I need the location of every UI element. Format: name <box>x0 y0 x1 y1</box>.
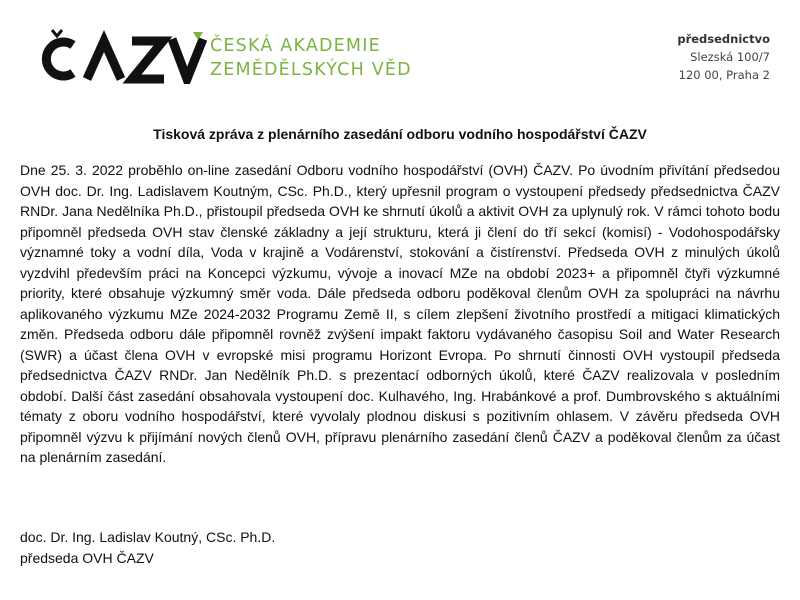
signature-block <box>20 527 275 568</box>
address-city: 120 00, Praha 2 <box>678 68 770 82</box>
address-org: předsednictvo <box>677 32 770 46</box>
document-body: Dne 25. 3. 2022 proběhlo on-line zasedání Odboru vodního hospodářství (OVH) ČAZV. Po úvodním přivítání předsedou OVH doc. Dr. Ing. Ladislavem Koutným, CSc. Ph.D., který upřesnil program o vystoupení předsedy předsednictva ČAZV RNDr. Jana Nedělníka Ph.D., přistoupil předseda OVH ke shrnutí úkolů a aktivit OVH za uplynulý rok. V rámci tohoto bodu připomněl předseda OVH stav členské základny a její strukturu, která ji člení do tří sekcí (komisí) - Vodohospodářsky významné toky a vodní díla, Voda v krajině a Vodárenství, stokování a čistírenství. Předseda OVH z minulých úkolů vyzdvihl především práci na Koncepci výzkumu, vývoje a inovací MZe na období 2023+ a připomněl čtyři výzkumné priority, které obsahuje výzkumný směr voda. Dále předseda odboru poděkoval členům OVH za spolupráci na návrhu aplikovaného výzkumu MZe 2024-2032 Programu Země II, s cílem zlepšení životního prostředí a mitigaci klimatických změn. Předseda odboru dále připomněl rovněž zvýšení impakt faktoru vydávaného časopisu Soil and Water Research (SWR) a účast člena OVH v evropské misi programu Horizont Evropa. Po shrnutí činnosti OVH vystoupil předseda předsednictva ČAZV RNDr. Jan Nedělník Ph.D. s prezentací odborných úkolů, které ČAZV realizovala v posledním období. Další část zasedání obsahovala vystoupení doc. Kulhavého, Ing. Hrabánkové a prof. Dumbrovského s aktuálními tématy z oboru vodního hospodářství, které vyvolaly plodnou diskusi s pozitivním ohlasem. V závěru předseda OVH připomněl výzvu k přijímání nových členů OVH, přípravu plenárního zasedání členů ČAZV a poděkoval členům za účast na plenárním zasedání. <box>20 162 780 465</box>
document-title: Tisková zpráva z plenárního zasedání odboru vodního hospodářství ČAZV <box>153 126 647 142</box>
signature-role: předseda OVH ČAZV <box>20 549 154 566</box>
academy-name-line2: ZEMĚDĚLSKÝCH VĚD <box>210 60 412 80</box>
academy-name <box>210 34 412 82</box>
cazv-logo-mark <box>35 28 210 84</box>
letterhead <box>0 0 800 100</box>
address-street: Slezská 100/7 <box>690 50 770 64</box>
academy-name-line1: ČESKÁ AKADEMIE <box>210 36 381 56</box>
signature-name: doc. Dr. Ing. Ladislav Koutný, CSc. Ph.D. <box>20 529 276 545</box>
address-block <box>677 30 770 84</box>
